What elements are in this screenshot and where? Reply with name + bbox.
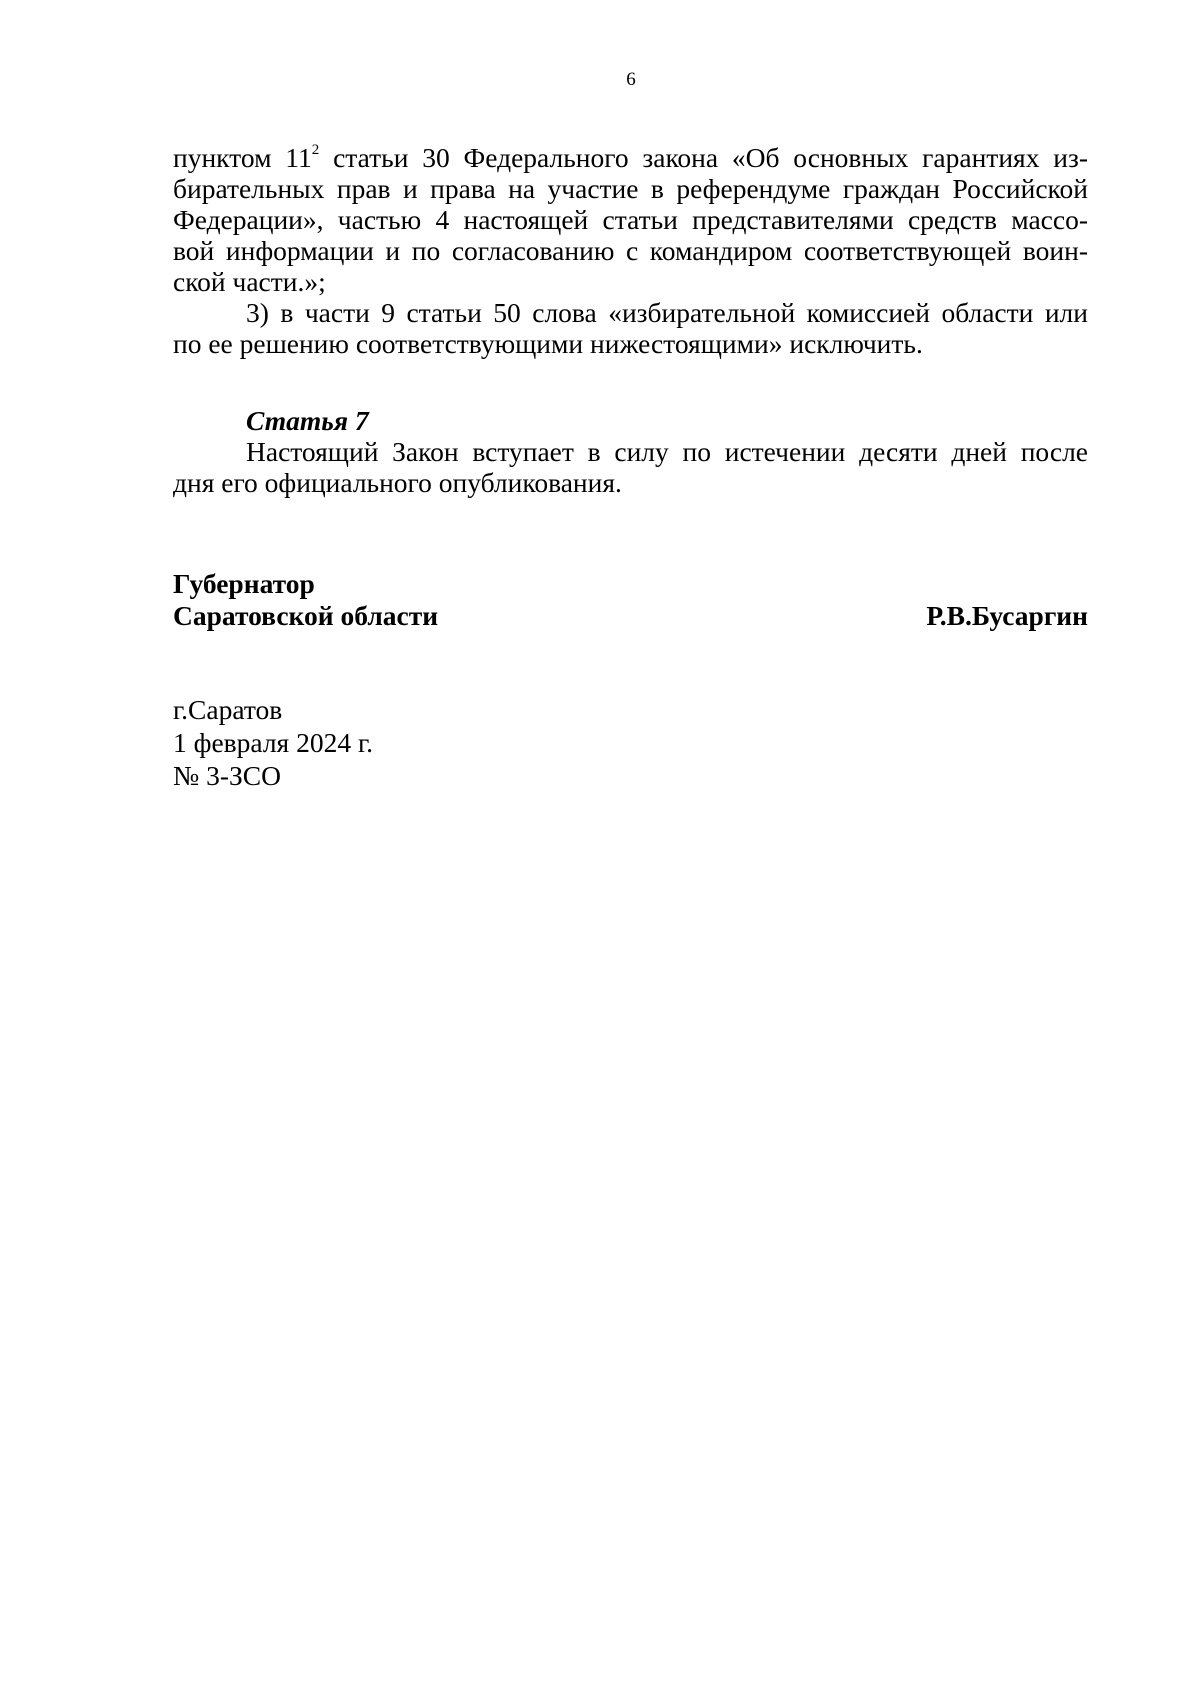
text-line: по ее решению соответствующими нижестоящими» исключить. bbox=[173, 328, 923, 359]
signatory-title-line: Губернатор bbox=[173, 568, 315, 599]
page-number: 6 bbox=[626, 69, 636, 90]
signature-block bbox=[173, 568, 1088, 632]
text-segment: пунктом 11 bbox=[173, 142, 312, 173]
article-7-paragraph bbox=[173, 436, 1088, 498]
signature-row bbox=[173, 600, 1088, 632]
document-number: № 3-ЗСО bbox=[173, 760, 281, 791]
text-segment: статьи 30 Федерального закона «Об основных гарантиях из- bbox=[319, 142, 1088, 173]
text-line bbox=[173, 142, 1088, 173]
city: г.Саратов bbox=[173, 694, 283, 725]
superscript: 2 bbox=[311, 141, 320, 158]
item-3-paragraph bbox=[173, 297, 1088, 359]
document-footer bbox=[173, 693, 373, 792]
text-line: Настоящий Закон вступает в силу по истечении десяти дней после bbox=[246, 436, 1088, 467]
date: 1 февраля 2024 г. bbox=[173, 727, 374, 758]
article-heading: Статья 7 bbox=[246, 405, 369, 436]
continuation-paragraph bbox=[173, 142, 1088, 297]
text-line: ской части.»; bbox=[173, 266, 326, 297]
text-line: дня его официального опубликования. bbox=[173, 467, 622, 498]
signatory-title-line: Саратовской области bbox=[173, 600, 439, 631]
signatory-name: Р.В.Бусаргин bbox=[926, 600, 1088, 631]
text-line: бирательных прав и права на участие в референдуме граждан Российской bbox=[173, 173, 1088, 204]
text-line: Федерации», частью 4 настоящей статьи представителями средств массо- bbox=[173, 204, 1088, 235]
text-line: вой информации и по согласованию с командиром соответствующей воин- bbox=[173, 235, 1088, 266]
text-line: 3) в части 9 статьи 50 слова «избирательной комиссией области или bbox=[246, 297, 1088, 328]
